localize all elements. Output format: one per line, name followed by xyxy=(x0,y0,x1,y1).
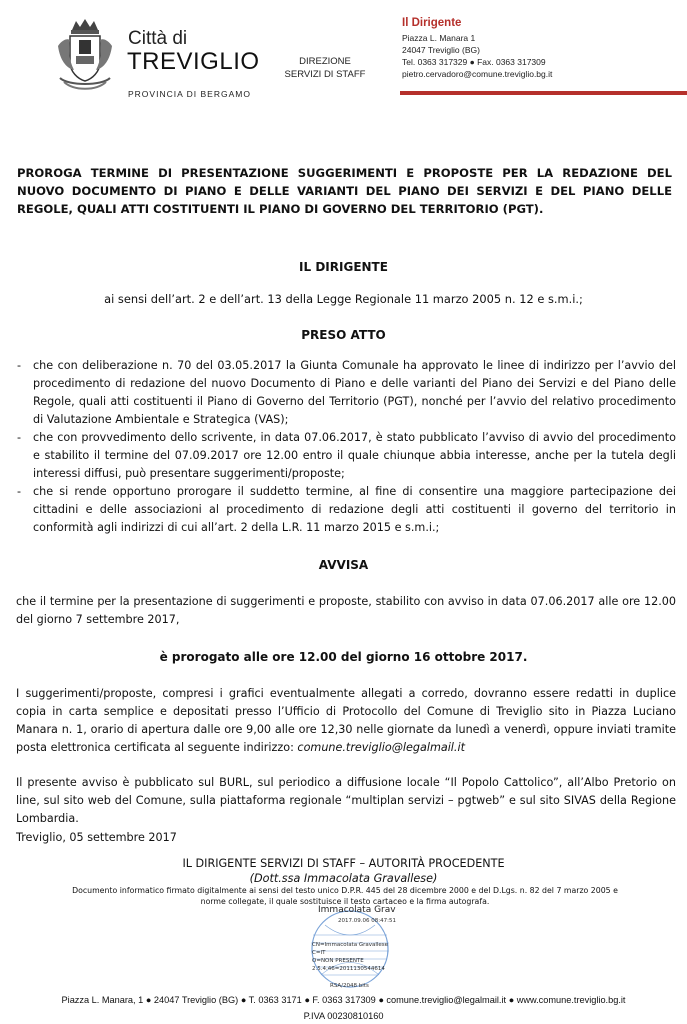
city-prefix: Città di xyxy=(128,28,188,49)
instructions-text: I suggerimenti/proposte, compresi i grafici eventualmente allegati a corredo, dovranno essere redatti in duplice copia in carta semplice e depositati presso l’Ufficio di Protocollo del Comune di Treviglio sito in Piazza Luciano Manara n. 1, orario di apertura dalle ore 9,00 alle ore 12,30 nelle giornate da lunedì a venerdì, oppure inviati tramite posta elettronica certificata al seguente indirizzo: xyxy=(16,687,676,754)
list-item: - che con provvedimento dello scrivente, in data 07.06.2017, è stato pubblicato l’avviso di avvio del procedimento e stabilito il termine del 07.09.2017 ore 12.00 entro il quale chiunque abbia interesse, anche per la tutela degli interessi diffusi, può presentare suggerimenti/proposte; xyxy=(16,429,676,483)
stamp-cn: CN=Immacolata Gravallese xyxy=(312,942,389,948)
digital-note-line-2: norme collegate, il quale sostituisce il testo cartaceo e la firma autografa. xyxy=(200,897,490,906)
address-line-2: 24047 Treviglio (BG) xyxy=(402,45,480,55)
office-contact xyxy=(402,32,552,80)
footer-contacts: Piazza L. Manara, 1 ● 24047 Treviglio (BG) ● T. 0363 3171 ● F. 0363 317309 ● comune.treviglio@legalmail.it ● www.comune.treviglio.bg.it xyxy=(61,995,626,1005)
department-line-1: DIREZIONE xyxy=(299,56,351,67)
signatory-title: IL DIRIGENTE SERVIZI DI STAFF – AUTORITÀ PROCEDENTE xyxy=(182,857,505,870)
heading-avvisa: AVVISA xyxy=(318,558,369,572)
stamp-timestamp: 2017.09.06 08:47:51 xyxy=(338,918,396,924)
header-divider xyxy=(400,91,687,95)
heading-preso-atto: PRESO ATTO xyxy=(301,328,386,342)
stamp-algorithm: RSA/2048 bits xyxy=(330,983,369,989)
stamp-organization: O=NON PRESENTE xyxy=(312,958,364,964)
digital-note-line-1: Documento informatico firmato digitalmente ai sensi del testo unico D.P.R. 445 del 28 dicembre 2000 e del D.Lgs. n. 82 del 7 marzo 2005 e xyxy=(72,886,618,895)
page-footer xyxy=(0,992,687,1024)
pec-address-link[interactable]: comune.treviglio@legalmail.it xyxy=(297,741,465,754)
extension-statement: è prorogato alle ore 12.00 del giorno 16 ottobre 2017. xyxy=(159,650,528,664)
avvisa-text: che il termine per la presentazione di suggerimenti e proposte, stabilito con avviso in data 07.06.2017 alle ore 12.00 del giorno 7 settembre 2017, xyxy=(16,595,676,626)
office-title: Il Dirigente xyxy=(402,17,462,29)
legal-basis: ai sensi dell’art. 2 e dell’art. 13 della Legge Regionale 11 marzo 2005 n. 12 e s.m.i.; xyxy=(104,292,583,306)
stamp-oid: 2.5.4.46=2011130544614 xyxy=(312,966,385,972)
address-line-1: Piazza L. Manara 1 xyxy=(402,33,476,43)
list-item: - che si rende opportuno prorogare il suddetto termine, al fine di consentire una maggiore partecipazione dei cittadini e delle associazioni al procedimento di redazione degli atti costituenti il governo del territorio in conformità agli indirizzi di cui all’art. 2 della L.R. 11 marzo 2015 e s.m.i.; xyxy=(16,483,676,537)
department-label xyxy=(275,55,375,81)
heading-dirigente: IL DIRIGENTE xyxy=(299,260,388,274)
office-email: pietro.cervadoro@comune.treviglio.bg.it xyxy=(402,69,553,79)
document-title: PROROGA TERMINE DI PRESENTAZIONE SUGGERIMENTI E PROPOSTE PER LA REDAZIONE DEL NUOVO DOCUMENTO DI PIANO E DELLE VARIANTI DEL PIANO DEI SERVIZI E DEL PIANO DELLE REGOLE, QUALI ATTI COSTITUENTI IL PIANO DI GOVERNO DEL TERRITORIO (PGT). xyxy=(17,166,672,216)
instructions-paragraph xyxy=(16,685,676,757)
stamp-signer: Immacolata Grav xyxy=(318,905,396,915)
place-date: Treviglio, 05 settembre 2017 xyxy=(16,831,177,844)
letterhead xyxy=(0,0,687,110)
stamp-country: C=IT xyxy=(312,950,326,956)
department-line-2: SERVIZI DI STAFF xyxy=(284,69,366,80)
province-label: PROVINCIA DI BERGAMO xyxy=(128,89,251,99)
phone-fax: Tel. 0363 317329 ● Fax. 0363 317309 xyxy=(402,57,546,67)
city-name: TREVIGLIO xyxy=(127,48,260,75)
digital-signature-note xyxy=(20,885,670,907)
preso-atto-list xyxy=(16,357,676,537)
signatory-name: (Dott.ssa Immacolata Gravallese) xyxy=(249,872,438,885)
footer-vat: P.IVA 00230810160 xyxy=(303,1011,384,1021)
city-crest-icon xyxy=(50,16,120,96)
list-item: - che con deliberazione n. 70 del 03.05.2017 la Giunta Comunale ha approvato le linee di indirizzo per l’avvio del procedimento di redazione del nuovo Documento di Piano e delle varianti del Piano dei Servizi e del Piano delle Regole, quali atti costituenti il Piano di Governo del Territorio (PGT), nonché per l’avvio del relativo procedimento di Valutazione Ambientale e Strategica (VAS); xyxy=(16,357,676,429)
publication-text: Il presente avviso è pubblicato sul BURL, sul periodico a diffusione locale “Il Popolo Cattolico”, all’Albo Pretorio on line, sul sito web del Comune, sulla piattaforma regionale “multiplan servizi – pgtweb” e sul sito SIVAS della Regione Lombardia. xyxy=(16,776,676,825)
